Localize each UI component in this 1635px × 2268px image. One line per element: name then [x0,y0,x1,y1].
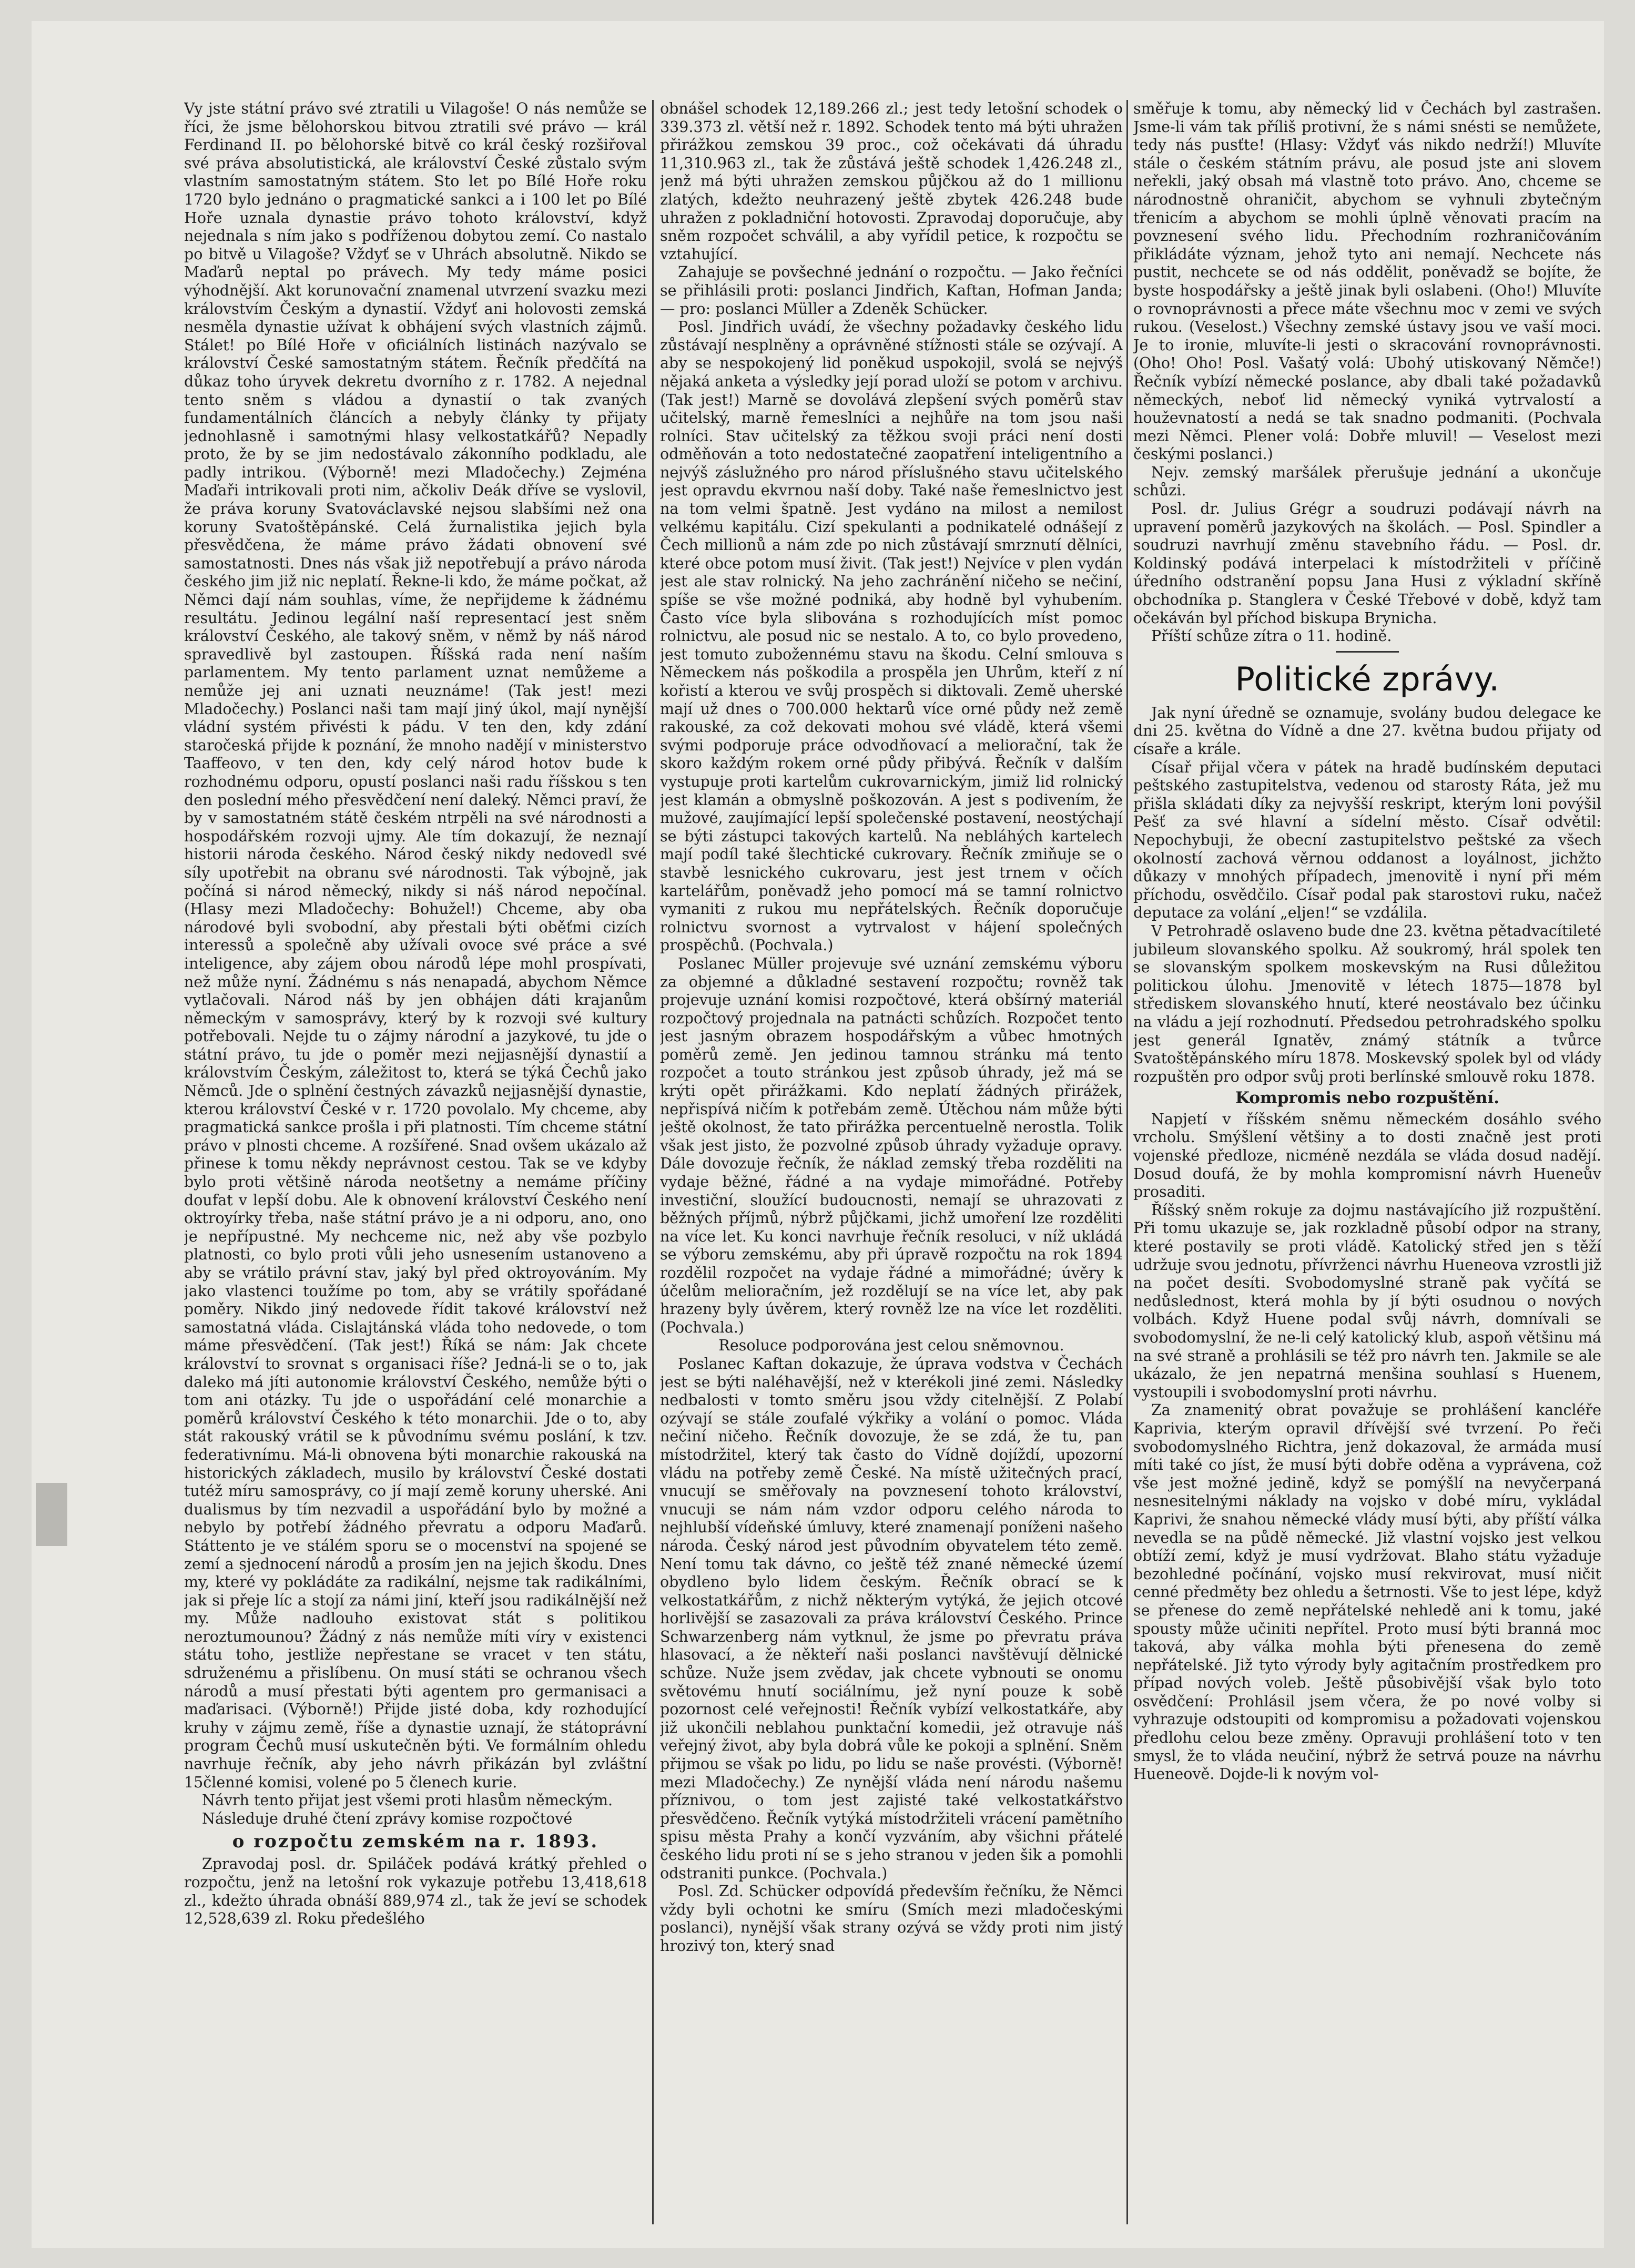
paragraph: Císař přijal včera v pátek na hradě budínském deputaci peštského zastupitelstva, vedenou od starosty Ráta, jež mu přišla skládati díky za nejvyšší reskript, kterým loni povýšil Pešť za své hlavní a sídelní město. Císař odvětil: Nepochybuji, že obecní zastupitelstvo peštské za všech okolností zachová věrnou oddanost a loyálnost, jichžto důkazy v mnohých případech, jmenovitě i nyní při mém příchodu, osvědčilo. Císař podal pak starostovi ruku, načež deputace za volání „eljen!“ se vzdálila. [1133,758,1601,922]
separator-rule [1336,651,1399,653]
column-rule [652,100,654,2224]
paragraph: Zpravodaj posl. dr. Spiláček podává krátký přehled o rozpočtu, jenž na letošní rok vykazuje potřebu 13,418,618 zl., kdežto úhrada obnáší 889,974 zl., tak že jeví se schodek 12,528,639 zl. Roku předešlého [184,1855,647,1928]
paragraph: Zahajuje se povšechné jednání o rozpočtu. — Jako řečníci se přihlásili proti: poslanci Jindřich, Kaftan, Hofman Janda; — pro: poslanci Müller a Zdeněk Schücker. [660,263,1123,318]
paragraph: Posl. dr. Julius Grégr a soudruzi podávají návrh na upravení poměrů jazykových na školách. — Posl. Spindler a soudruzi navrhují změnu stavebního řádu. — Posl. dr. Koldinský podává interpelaci k místodržiteli v příčině úředního odstranění popsu Jana Husi z výkladní skříně obchodníka p. Stanglera v České Třebové v době, když tam očekáván byl příchod biskupa Brynicha. [1133,500,1601,627]
column-2 [660,100,1123,2227]
paragraph: Říšský sněm rokuje za dojmu nastávajícího již rozpuštění. Při tomu ukazuje se, jak rozkladně působí odpor na strany, které postavily se proti vládě. Katolický střed jen s těží udržuje svou jednotu, přívrženci návrhu Hueneova vzrostli již na počet desíti. Svobodomyslné straně pak vyčítá se nedůslednost, která mohla by jí býti osudnou o nových volbách. Když Huene podal svůj návrh, domnívali se svobodomyslní, že ne-li celý katolický klub, aspoň většinu má na své straně a prohlásili se též pro návrh ten. Jakmile se ale ukázalo, že jen nepatrná menšina souhlasí s Huenem, vystoupili i svobodomyslní proti návrhu. [1133,1201,1601,1401]
column-1 [184,100,647,2227]
page-edge-shadow [36,1483,67,1546]
column-rule [1126,100,1128,2224]
section-title: Politické zprávy. [1235,659,1500,698]
paragraph: Posl. Jindřich uvádí, že všechny požadavky českého lidu zůstávají nesplněny a oprávněné stížnosti stále se ozývají. A aby se nespokojený lid poněkud uspokojil, svolá se nejvýš nějaká anketa a výsledky její porad uloží se potom v archivu. (Tak jest!) Marně se dovolává zlepšení svých poměrů stav učitelský, marně řemeslníci a nejhůře na tom jsou naši rolníci. Stav učitelský za těžkou svoji práci není dosti odměňován a toto nedostatečné zaopatření inteligentního a nejvýš záslužného pro národ příslušného stavu učitelského jest opravdu ekvrnou naší doby. Také naše řemeslnictvo jest na tom velmi špatně. Jest vydáno na milost a nemilost velkému kapitálu. Cizí spekulanti a podnikatelé odnášejí z Čech millionů a nám zde po nich zůstávají smrznutí dělníci, které obce potom musí živit. (Tak jest!) Nejvíce v plen vydán jest ale stav rolnický. Na jeho zachránění ničeho se nečiní, spíše se vše možné podniká, aby hodně byl vyhubením. Často více byla slibována s rozhodujících míst pomoc rolnictvu, ale posud nic se nestalo. A to, co bylo provedeno, jest tomuto zubožennému stavu na škodu. Celní smlouva s Německem nás poškodila a prospěla jen Uhrům, kteří z ní kořistí a kterou ve svůj prospěch si diktovali. Země uherské mají už dnes o 700.000 hektarů více orné půdy než země rakouské, za což dekovati mohou své vládě, která všemi svými podporuje práce odvodňovací a meliorační, tak že skoro každým rokem orné půdy přibývá. Řečník v dalším vystupuje proti kartelům cukrovarnickým, jimiž lid rolnický jest klamán a obmyslně poškozován. A jest s podivením, že mužové, zaujímající lepší společenské postavení, neostýchají se býti zástupci takových kartelů. Na nebláhých kartelech mají podíl také šlechtické cukrovary. Řečník zmiňuje se o stavbě lesnického cukrovaru, jest jest trnem v očích kartelářům, poněvadž jeho pomocí má se tamní rolnictvo vymaniti z rukou mu nepřátelských. Řečník doporučuje rolnictvu svornost a vytrvalost v hájení společných prospěchů. (Pochvala.) [660,318,1123,954]
paragraph: Poslanec Kaftan dokazuje, že úprava vodstva v Čechách jest se býti naléhavější, než v kterékoli jiné zemi. Následky nedbalosti v tomto směru jsou vždy citelnější. Z Polabí ozývají se stále zoufalé výkřiky a volání o pomoc. Vláda nečiní ničeho. Řečník dovozuje, že se zdá, že tu, pan místodržitel, který tak často do Vídně dojíždí, upozorní vládu na potřeby země České. Na místě užitečných prací, vnucují se směřovaly na povznesení tohoto království, vnucuji se nám nám vzdor odporu celého národa to nejhlubší vídeňské úmluvy, které znamenají poníženi našeho národa. Český národ jest původním obyvatelem této země. Není tomu tak dávno, co ještě též znané německé území obydleno bylo lidem českým. Řečník obrací se k velkostatkářům, z nichž některým vytýká, že jejich otcové horlivější se zasazovali za práva království Českého. Prince Schwarzenberg nám vytknul, že jsme po převratu práva hlasovací, a že někteří naši poslanci navštěvují dělnické schůze. Nuže jsem zvědav, jak chcete vybnouti se onomu světovému hnutí sociálnímu, jež nyní pouze k sobě pozornost celé veřejnosti! Řečník vybízí velkostatkáře, aby již ukončili neblahou punktační komedii, jež otravuje náš veřejný život, aby byla dobrá vůle ke pokoji a splnění. Sněm přijmou se však po lidu, po lidu se naše provésti. (Výborně! mezi Mladočechy.) Ze nynější vláda není národu našemu příznivou, o tom jest zajisté také velkostatkářstvo přesvědčeno. Řečník vytýká místodržiteli vrácení pamětního spisu města Prahy a končí vyzváním, aby všichni přátelé českého lidu proti ní se s jeho stranou v jeden šik a pomohli odstraniti punkce. (Pochvala.) [660,1355,1123,1882]
newspaper-page [32,21,1604,2248]
paragraph: Napjetí v říšském sněmu německém dosáhlo svého vrcholu. Smýšlení většiny a to dosti značně jest proti vojenské předloze, nicméně nezdála se vláda dosud nadějí. Dosud doufá, že by mohla kompromisní návrh Hueneův prosaditi. [1133,1110,1601,1201]
paragraph: obnášel schodek 12,189.266 zl.; jest tedy letošní schodek o 339.373 zl. větší než r. 1892. Schodek tento má býti uhražen přirážkou zemskou 39 proc., což očekávati dá úhradu 11,310.963 zl., tak že zůstává ještě schodek 1,426.248 zl., jenž má býti uhražen zemskou půjčkou až do 1 millionu zlatých, kdežto neuhrazený ještě zbytek 426.248 bude uhražen z pokladniční hotovosti. Zpravodaj doporučuje, aby sněm rozpočet schválil, a aby vyřídil petice, k rozpočtu se vztahující. [660,100,1123,263]
column-3 [1133,100,1601,2227]
paragraph: V Petrohradě oslaveno bude dne 23. května pětadvacítileté jubileum slovanského spolku. Až soukromý, hrál spolek ten se slovanským spolkem moskevským na Rusi důležitou politickou úlohu. Jmenovitě v létech 1875—1878 byl střediskem slovanského hnutí, které neostávalo bez účinku na vládu a její rozhodnutí. Předsedou petrohradského spolku jest generál Ignatěv, známý státník a tvůrce Svatoštěpánského míru 1878. Moskevský spolek byl od vlády rozpuštěn pro odpor svůj proti berlínské smlouvě roku 1878. [1133,922,1601,1085]
paragraph: směřuje k tomu, aby německý lid v Čechách byl zastrašen. Jsme-li vám tak příliš protivní, že s námi snésti se nemůžete, tedy nás pusťte! (Hlasy: Vždyť vás nikdo nedrží!) Mluvíte stále o českém státním právu, ale posud jste ani slovem neřekli, jaký obsah má vlastně toto právo. Ano, chceme se národnostně ohraničit, abychom se vyhnuli zbytečným třenicím a abychom se mohli úplně věnovati pracím na povznesení svého lidu. Přechodním rozhraničováním přikládáte význam, jehož tyto ani nemají. Nechcete nás pustit, nechcete se od nás oddělit, poněvadž se bojíte, že byste hospodářsky a ještě jinak byli oslabeni. (Oho!) Mluvíte o rovnoprávnosti a přece máte všechnu moc v zemi ve svých rukou. (Veselost.) Všechny zemské ústavy jsou ve vaší moci. Je to ironie, mluvíte-li jesti o skracování rovnoprávnosti. (Oho! Oho! Posl. Vašatý volá: Ubohý utiskovaný Němče!) Řečník vybízí německé poslance, aby dbali také požadavků německých, neboť lid německý vyniká vytrvalostí a houževnatostí a nedá se tak snadno podmaniti. (Pochvala mezi Němci. Plener volá: Dobře mluvil! — Veselost mezi českými poslanci.) [1133,100,1601,463]
paragraph: Poslanec Müller projevuje své uznání zemskému výboru za objemné a důkladné sestavení rozpočtu; rovněž tak projevuje uznání komisi rozpočtové, která obšírný materiál rozpočtový projednala na patnácti schůzích. Rozpočet tento jest jasným obrazem hospodářským a vůbec hmotných poměrů země. Jen jedinou tamnou stránku má tento rozpočet a touto stránkou jest způsob úhrady, jež má se krýti opět přirážkami. Kdo neplatí žádných přirážek, nepřispívá ničím k potřebám země. Útěchou nám může býti ještě okolnost, že tato přirážka percentuelně nerostla. Tolik však jest jisto, že pozvolné způsob úhrady vyžaduje opravy. Dále dovozuje řečník, že náklad zemský třeba rozděliti na vydaje běžné, řádné a na vydaje mimořádné. Potřeby investiční, sloužící budoucnosti, nemají se uhrazovati z běžných příjmů, nýbrž půjčkami, jichž umoření lze rozděliti na více let. Ku konci navrhuje řečník resoluci, v níž ukládá se výboru zemskému, aby při úpravě rozpočtu na rok 1894 rozdělil rozpočet na vydaje řádné a mimořádné; úvěry k účelům melioračním, jež rozdělují se na více let, aby pak hrazeny byly úvěrem, který rovněž lze na více let rozděliti. (Pochvala.) [660,954,1123,1336]
paragraph: Jak nyní úředně se oznamuje, svolány budou delegace ke dni 25. května do Vídně a dne 27. května budou přijaty od císaře a krále. [1133,704,1601,758]
section-heading: o rozpočtu zemském na r. 1893. [232,1831,599,1853]
paragraph: Návrh tento přijat jest všemi proti hlasům německým. [202,1792,613,1809]
paragraph: Příští schůze zítra o 11. hodině. [1151,627,1392,645]
paragraph: Nejv. zemský maršálek přerušuje jednání a ukončuje schůzi. [1133,463,1601,500]
paragraph: Za znamenitý obrat považuje se prohlášení kancléře Kaprivia, kterým opravil dřívější své tvrzení. Po řeči svobodomyslného Richtra, jenž dokazoval, že armáda musí míti také co jíst, že musí býti dobře oděna a vyprávena, což vše jest možné jedině, když se pomýšlí na nevyčerpaná nesnesitelnými náklady na vojsko v dobé míru, vykládal Kaprivi, že snahou německé vlády musí býti, aby příští válka nevedla se na půdě německé. Již vlastní vojsko jest velkou obtíží zemí, když je musí vydržovat. Blaho státu vyžaduje bezohledné počínání, vojsko musí rekvirovat, musí ničit cenné předměty bez ohledu a šetrnosti. Vše to jest lépe, když se přenese do země nepřátelské nehledě ani k tomu, jaké spousty může učiniti nepřítel. Proto musí býti branná moc taková, aby válka mohla býti přenesena do země nepřátelské. Již tyto výrody byly agitačním prostředkem pro případ nových voleb. Ještě působivější však bylo toto osvědčení: Prohlásil jsem včera, že po nové volby si vyhrazuje odstoupiti od kompromisu a požadovati vojenskou předlohu celou beze změny. Opravuji prohlášení toto v ten smysl, že to vláda neučiní, nýbrž že setrvá pouze na návrhu Hueneově. Dojde-li k novým vol- [1133,1401,1601,1783]
paragraph: Resoluce podporována jest celou sněmovnou. [718,1337,1064,1355]
paragraph: Posl. Zd. Schücker odpovídá především řečníku, že Němci vždy byli ochotni ke smíru (Smích mezi mladočeskými poslanci), nynější však strany ozývá se vždy proti nim jistý hrozivý ton, který snad [660,1883,1123,1955]
paragraph: Vy jste státní právo své ztratili u Vilagoše! O nás nemůže se říci, že jsme bělohorskou bitvou ztratili své právo — král Ferdinand II. po bělohorské bitvě co král český rozšiřoval své práva absolutistická, ale království České zůstalo svým vlastním samostatným státem. Sto let po Bílé Hoře roku 1720 bylo jednáno o pragmatické sankci a i 100 let po Bílé Hoře uznala dynastie právo tohoto království, když nejednala s ním jako s podříženou dobytou zemí. Co nastalo po bitvě u Vilagoše? Vždyť se v Uhrách absolutně. Nikdo se Maďarů neptal po právech. My tedy máme posici výhodnější. Akt korunovační znamenal utvrzení svazku mezi královstvím Českým a dynastií. Vždyť ani holovosti zemská nesměla dynastie užívat k obhájení svých vlastních zájmů. Stálet! po Bílé Hoře v oficiálních listinách nazývalo se království České samostatným státem. Řečník předčítá na důkaz toho úryvek dekretu dvorního z r. 1782. A nejednal tento sněm s vládou a dynastií o tak zvaných fundamentálních článcích a nebyly články ty přijaty jednohlasně i samotnými hlasy velkostatkářů? Nepadly proto, že by se jim nedostávalo zákonního podkladu, ale padly intrikou. (Výborně! mezi Mladočechy.) Zejména Maďaři intrikovali proti nim, ačkoliv Deák dříve se vyslovil, že práva koruny Svatováclavské nejsou slabšími než ona koruny Svatoštěpánské. Celá žurnalistika jejich byla přesvědčena, že máme právo žádati obnovení své samostatnosti. Dnes nás však již nepotřebují a právo národa českého jim již nic neplatí. Řekne-li kdo, že máme počkat, až Němci dají nám souhlas, víme, že nepřijdeme k žádnému resultátu. Jedinou legální naší representací jest sněm království Českého, ale takový sněm, v němž by náš národ spravedlivě byl zastoupen. Říšská rada není naším parlamentem. My tento parlament uznat nemůžeme a nemůže jej ani uznati neuznáme! (Tak jest! mezi Mladočechy.) Poslanci naši tam mají jiný úkol, mají nynější vládní systém přivésti k pádu. V ten den, kdy zdání staročeská přijde k poznání, že mnoho nadějí v ministerstvo Taaffeovo, v ten den, kdy celý národ hotov bude k rozhodnému odporu, opustí poslanci naši radu říšskou s ten den poslední mého přesvědčení není daleký. Němci praví, že by v samostatném státě českém ntrpěli na své národnosti a hospodářském rozvoji ujmy. Ale tím dokazují, že neznají historii národa českého. Národ český nikdy nedovedl své síly upotřebit na obranu své národnosti. Tak výbojně, jak počíná si národ německý, nikdy si náš národ nepočínal. (Hlasy mezi Mladočechy: Bohužel!) Chceme, aby oba národové byli svobodní, aby přestali býti oběťmi cizích interessů a společně aby užívali ovoce své práce a své inteligence, aby zájem obou národů lépe mohl prospívati, než může nyní. Žádnému s nás nenapadá, abychom Němce vytlačovali. Národ náš by jen obhájen dáti krajanům německým v samosprávy, který by k rozvoji své kultury potřebovali. Nejde tu o zájmy národní a jazykové, tu jde o státní právo, tu jde o poměr mezi nejjasnější dynastií a královstvím Českým, záležitost to, která se týká Čechů jako Němců. Jde o splnění čestných závazků nejjasnější dynastie, kterou království České v r. 1720 povolalo. My chceme, aby pragmatická sankce prošla i při platnosti. Tím chceme státní právo v plnosti chceme. A rozšířené. Snad ovšem ukázalo až přinese k tomu někdy neprávnost cestou. Tak se ve kdyby bylo proti většině národa neotšetny a nemáme příčiny doufat v lepší dobu. Ale k obnovení království Českého není oktroyírky třeba, naše státní právo je a ni odporu, ano, ono je nepřípustné. My nechceme nic, než aby vše pozbylo platnosti, co bylo proti vůli jeho usnesením ustanoveno a aby se vrátilo právní stav, jaký byl před oktroyováním. My jako vlastenci toužíme po tom, aby se vrátily spořádané poměry. Nikdo jiný nedovede řídit takové království než samostatná vláda. Cislajtánská vláda toho nedovede, o tom máme přesvědčení. (Tak jest!) Říká se nám: Jak chcete království to srovnat s organisaci říše? Jedná-li se o to, jak daleko má jíti autonomie království Českého, nemůže býti o tom ani otázky. Tu jde o uspořádání celé monarchie a poměrů království Českého k této monarchii. Jde o to, aby stát rakouský vrátil se k původnímu svému poslání, k tzv. federativnímu. Má-li obnovena býti monarchie rakouská na historických základech, musilo by království České dostati tutéž míru samosprávy, co jí mají země koruny uherské. Ani dualismus by tím nezvadil a uspořádání bylo by možné a nebylo by potřebí žádného převratu a odporu Maďarů. Státtento je ve stálém sporu se o mocenství na spojené se zemí a sjednocení národů a prosím jen na jejich škodu. Dnes my, které vy pokládáte za radikální, nejsme tak radikálními, jak si přeje líc a stojí za námi jiní, kteří jsou radikálnější než my. Může nadlouho existovat stát s politikou neroztumounou? Žádný z nás nemůže míti víry v existenci státu toho, jestliže nepřestane se vracet v ten státu, sdruženému a přislíbenu. On musí státi se ochranou všech národů a musí přestati býti agentem pro germanisaci a maďarisaci. (Výborně!) Přijde jisté doba, kdy rozhodující kruhy v zájmu země, říše a dynastie uznají, že státoprávní program Čechů musí uskutečněn býti. Ve formálním ohledu navrhuje řečník, aby jeho návrh přikázán byl zvláštní 15členné komisi, volené po 5 členech kurie. [184,100,647,1791]
paragraph: Následuje druhé čtení zprávy komise rozpočtové [202,1809,573,1827]
sub-heading: Kompromis nebo rozpuštění. [1235,1089,1500,1108]
